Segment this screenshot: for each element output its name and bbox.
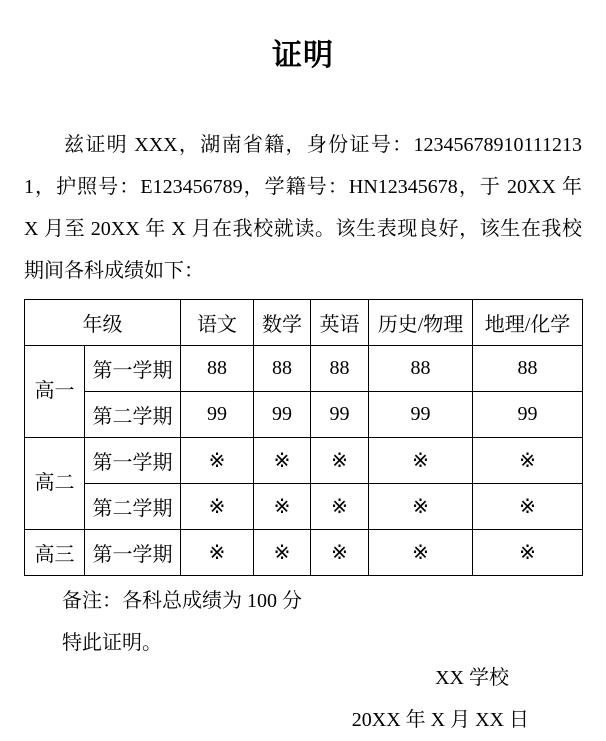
score-cell: 99 [254, 392, 311, 438]
score-cell: 99 [311, 392, 369, 438]
score-cell: ※ [311, 438, 369, 484]
grade-cell: 高三 [25, 530, 85, 576]
score-cell: ※ [254, 438, 311, 484]
score-cell: 88 [311, 346, 369, 392]
subject-header-cell: 语文 [181, 300, 254, 346]
semester-cell: 第二学期 [85, 392, 181, 438]
semester-cell: 第一学期 [85, 346, 181, 392]
score-cell: ※ [254, 484, 311, 530]
score-cell: 88 [254, 346, 311, 392]
score-cell: ※ [369, 438, 473, 484]
score-cell: 99 [181, 392, 254, 438]
table-header-row [25, 300, 583, 346]
score-cell: 88 [369, 346, 473, 392]
score-cell: ※ [254, 530, 311, 576]
table-row [25, 438, 583, 484]
table-row [25, 392, 583, 438]
semester-cell: 第二学期 [85, 484, 181, 530]
date-line: 20XX 年 X 月 XX 日 [351, 709, 529, 731]
body-paragraph: 兹证明 XXX，湖南省籍，身份证号：123456789101112131，护照号：E123456789，学籍号：HN12345678，于 20XX 年 X 月至 20XX 年 X 月在我校就读。该生表现良好，该生在我校期间各科成绩如下： [24, 134, 582, 282]
grade-header-cell: 年级 [25, 300, 181, 346]
grade-cell: 高一 [25, 346, 85, 438]
score-cell: ※ [311, 484, 369, 530]
semester-cell: 第一学期 [85, 438, 181, 484]
subject-header-cell: 数学 [254, 300, 311, 346]
subject-header-cell: 英语 [311, 300, 369, 346]
signature-block [24, 657, 582, 741]
score-cell: ※ [181, 484, 254, 530]
note-line: 备注：各科总成绩为 100 分 [62, 590, 302, 612]
score-cell: ※ [473, 530, 583, 576]
semester-cell: 第一学期 [85, 530, 181, 576]
score-cell: 99 [369, 392, 473, 438]
table-row [25, 346, 583, 392]
score-cell: ※ [181, 530, 254, 576]
score-cell: ※ [369, 484, 473, 530]
score-cell: 88 [473, 346, 583, 392]
school-signature: XX 学校 [435, 667, 509, 689]
score-cell: 99 [473, 392, 583, 438]
score-cell: ※ [473, 484, 583, 530]
closing-line: 特此证明。 [62, 632, 162, 654]
subject-header-cell: 历史/物理 [369, 300, 473, 346]
score-cell: 88 [181, 346, 254, 392]
grades-table [24, 299, 583, 576]
score-cell: ※ [311, 530, 369, 576]
table-row [25, 484, 583, 530]
table-row [25, 530, 583, 576]
score-cell: ※ [181, 438, 254, 484]
score-cell: ※ [369, 530, 473, 576]
document-title: 证明 [272, 39, 334, 72]
grade-cell: 高二 [25, 438, 85, 530]
document-page [0, 38, 606, 739]
score-cell: ※ [473, 438, 583, 484]
subject-header-cell: 地理/化学 [473, 300, 583, 346]
